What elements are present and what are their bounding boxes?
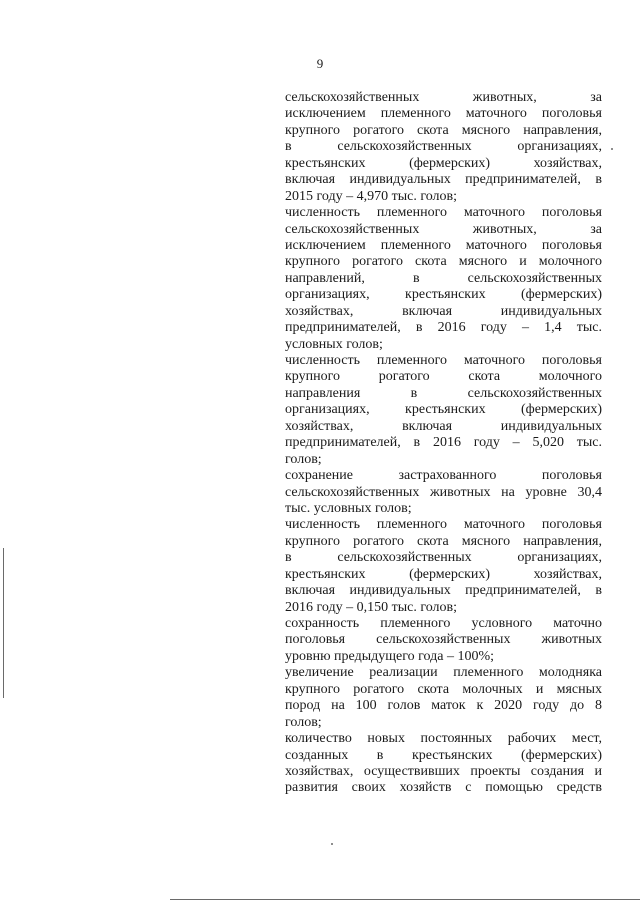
text-line: крупного рогатого скота молочного bbox=[285, 369, 602, 385]
text-line: организациях, крестьянских (фермерских) bbox=[285, 402, 602, 418]
text-line: направлений, в сельскохозяйственных bbox=[285, 270, 602, 286]
text-line: пород на 100 голов маток к 2020 году до 8 bbox=[285, 698, 602, 714]
text-line: голов; bbox=[285, 451, 322, 467]
text-line: направления в сельскохозяйственных bbox=[285, 385, 602, 401]
text-line: исключением племенного маточного поголовья bbox=[285, 237, 602, 253]
text-line: сохранение застрахованного поголовья bbox=[285, 468, 602, 484]
text-line: поголовья сельскохозяйственных животных bbox=[285, 632, 602, 648]
text-line: в сельскохозяйственных организациях, bbox=[285, 550, 602, 566]
scan-speck bbox=[611, 148, 613, 150]
text-line: созданных в крестьянских (фермерских) bbox=[285, 747, 602, 763]
text-line: количество новых постоянных рабочих мест, bbox=[285, 731, 602, 747]
page-number: 9 bbox=[316, 56, 324, 71]
text-line: сохранность племенного условного маточно bbox=[285, 616, 602, 631]
text-line: включая индивидуальных предпринимателей, в bbox=[285, 583, 602, 599]
text-line: 2016 году – 0,150 тыс. голов; bbox=[285, 599, 458, 615]
text-line: крестьянских (фермерских) хозяйствах, bbox=[285, 566, 602, 582]
text-line: организациях, крестьянских (фермерских) bbox=[285, 287, 602, 303]
document-body bbox=[285, 90, 602, 797]
text-line: 2015 году – 4,970 тыс. голов; bbox=[285, 188, 458, 204]
text-line: предпринимателей, в 2016 году – 1,4 тыс. bbox=[285, 320, 602, 336]
text-line: исключением племенного маточного поголовья bbox=[285, 106, 602, 122]
text-line: хозяйствах, включая индивидуальных bbox=[285, 418, 602, 434]
text-line: предпринимателей, в 2016 году – 5,020 тыс. bbox=[285, 435, 602, 451]
text-line: хозяйствах, включая индивидуальных bbox=[285, 303, 602, 319]
text-line: голов; bbox=[285, 714, 322, 730]
text-line: численность племенного маточного поголовья bbox=[285, 205, 602, 221]
scan-speck bbox=[331, 843, 333, 845]
text-line: крупного рогатого скота мясного направления, bbox=[285, 533, 602, 549]
text-line: крестьянских (фермерских) хозяйствах, bbox=[285, 155, 602, 171]
text-line: в сельскохозяйственных организациях, bbox=[285, 139, 602, 155]
text-line: крупного рогатого скота мясного и молочного bbox=[285, 254, 602, 270]
scan-margin-line bbox=[3, 548, 4, 698]
text-line: увеличение реализации племенного молодняка bbox=[285, 665, 602, 681]
text-line: крупного рогатого скота молочных и мясных bbox=[285, 681, 602, 697]
text-line: развития своих хозяйств с помощью средств bbox=[285, 780, 602, 796]
text-line: хозяйствах, осуществивших проекты создания и bbox=[285, 763, 602, 779]
scan-bottom-line bbox=[170, 899, 640, 900]
text-line: численность племенного маточного поголовья bbox=[285, 353, 602, 368]
text-line: включая индивидуальных предпринимателей, в bbox=[285, 172, 602, 188]
text-line: сельскохозяйственных животных, за bbox=[285, 90, 602, 105]
text-line: сельскохозяйственных животных на уровне 30,4 bbox=[285, 484, 602, 500]
text-line: уровню предыдущего года – 100%; bbox=[285, 648, 495, 664]
text-line: сельскохозяйственных животных, за bbox=[285, 221, 602, 237]
text-line: тыс. условных голов; bbox=[285, 500, 412, 516]
text-line: численность племенного маточного поголовья bbox=[285, 517, 602, 533]
text-line: крупного рогатого скота мясного направления, bbox=[285, 122, 602, 138]
text-line: условных голов; bbox=[285, 336, 383, 352]
